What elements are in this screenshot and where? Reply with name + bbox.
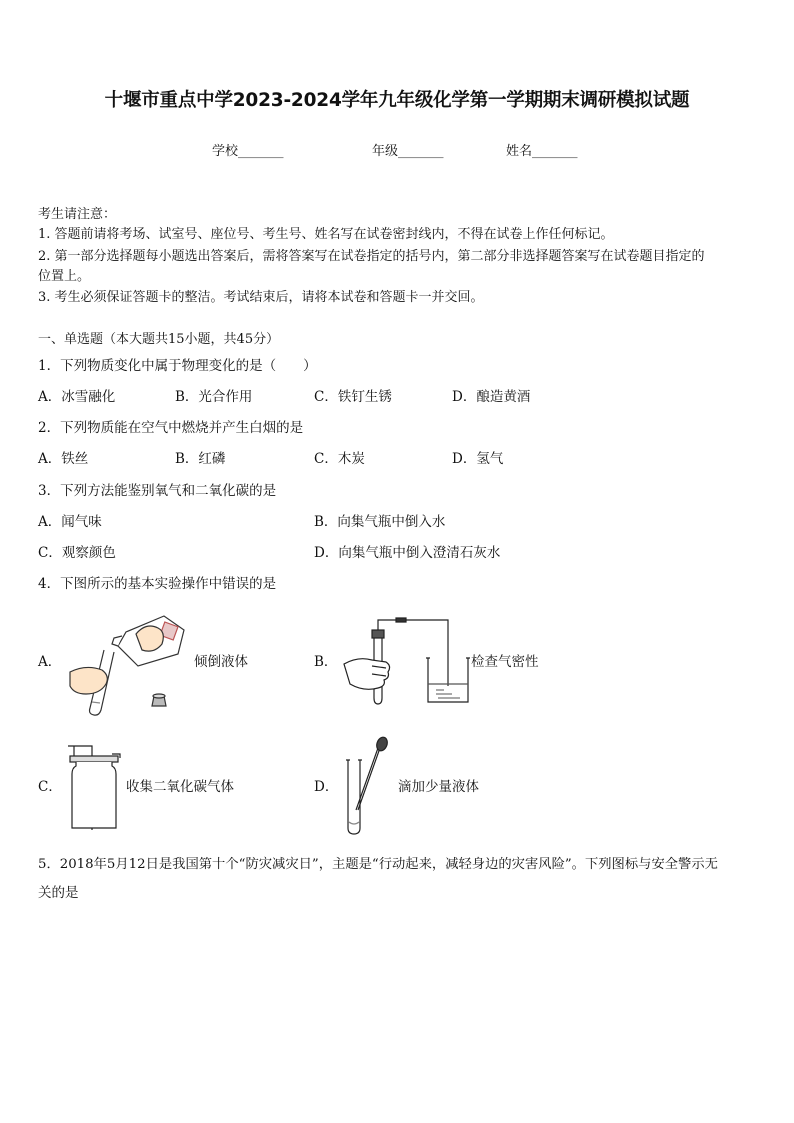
q4-caption-d: 滴加少量液体: [398, 779, 479, 795]
q1-option-b: B．光合作用: [175, 389, 253, 405]
q4-caption-a: 倾倒液体: [194, 654, 248, 670]
notice-heading: 考生请注意：: [38, 207, 117, 222]
school-field: 学校_______: [212, 144, 284, 159]
gas-collection-illustration: [64, 740, 124, 832]
page-title: 十堰市重点中学2023-2024学年九年级化学第一学期期末调研模拟试题: [104, 90, 690, 111]
q3-option-b: B．向集气瓶中倒入水: [314, 514, 446, 530]
dropper-illustration: [344, 734, 394, 836]
name-field: 姓名_______: [506, 144, 578, 159]
airtightness-check-illustration: [340, 614, 470, 706]
question-4-stem: 4．下图所示的基本实验操作中错误的是: [38, 576, 277, 592]
question-1-stem: 1．下列物质变化中属于物理变化的是（ ）: [38, 358, 317, 374]
q2-option-a: A．铁丝: [38, 451, 89, 467]
question-5-stem-line-1: 5．2018年5月12日是我国第十个“防灾减灾日”，主题是“行动起来，减轻身边的灾害风险”。下列图标与安全警示无: [38, 857, 718, 872]
question-5-stem-line-2: 关的是: [38, 885, 79, 901]
q3-option-c: C．观察颜色: [38, 545, 116, 561]
q4-caption-c: 收集二氧化碳气体: [126, 779, 234, 795]
pouring-liquid-illustration: [66, 610, 196, 720]
q1-option-d: D．酿造黄酒: [452, 389, 531, 405]
q2-option-d: D．氢气: [452, 451, 504, 467]
q4-option-d: D．: [314, 779, 339, 795]
notice-item-1: 1. 答题前请将考场、试室号、座位号、考生号、姓名写在试卷密封线内，不得在试卷上作任何标记。: [38, 227, 614, 242]
notice-item-2: 2. 第一部分选择题每小题选出答案后，需将答案写在试卷指定的括号内，第二部分非选择题答案写在试卷题目指定的: [38, 249, 705, 264]
section-heading: 一、单选题（本大题共15小题，共45分）: [38, 332, 280, 347]
question-2-stem: 2．下列物质能在空气中燃烧并产生白烟的是: [38, 420, 304, 436]
q2-option-b: B．红磷: [175, 451, 226, 467]
q4-caption-b: 检查气密性: [471, 654, 539, 670]
q1-option-a: A．冰雪融化: [38, 389, 116, 405]
notice-item-2-cont: 位置上。: [38, 269, 91, 284]
q3-option-d: D．向集气瓶中倒入澄清石灰水: [314, 545, 501, 561]
q4-option-c: C．: [38, 779, 62, 795]
q4-option-a: A．: [38, 654, 62, 670]
q3-option-a: A．闻气味: [38, 514, 102, 530]
q4-option-b: B．: [314, 654, 338, 670]
q2-option-c: C．木炭: [314, 451, 365, 467]
question-3-stem: 3．下列方法能鉴别氧气和二氧化碳的是: [38, 483, 277, 499]
q1-option-c: C．铁钉生锈: [314, 389, 392, 405]
notice-item-3: 3. 考生必须保证答题卡的整洁。考试结束后，请将本试卷和答题卡一并交回。: [38, 290, 484, 305]
grade-field: 年级_______: [372, 144, 444, 159]
